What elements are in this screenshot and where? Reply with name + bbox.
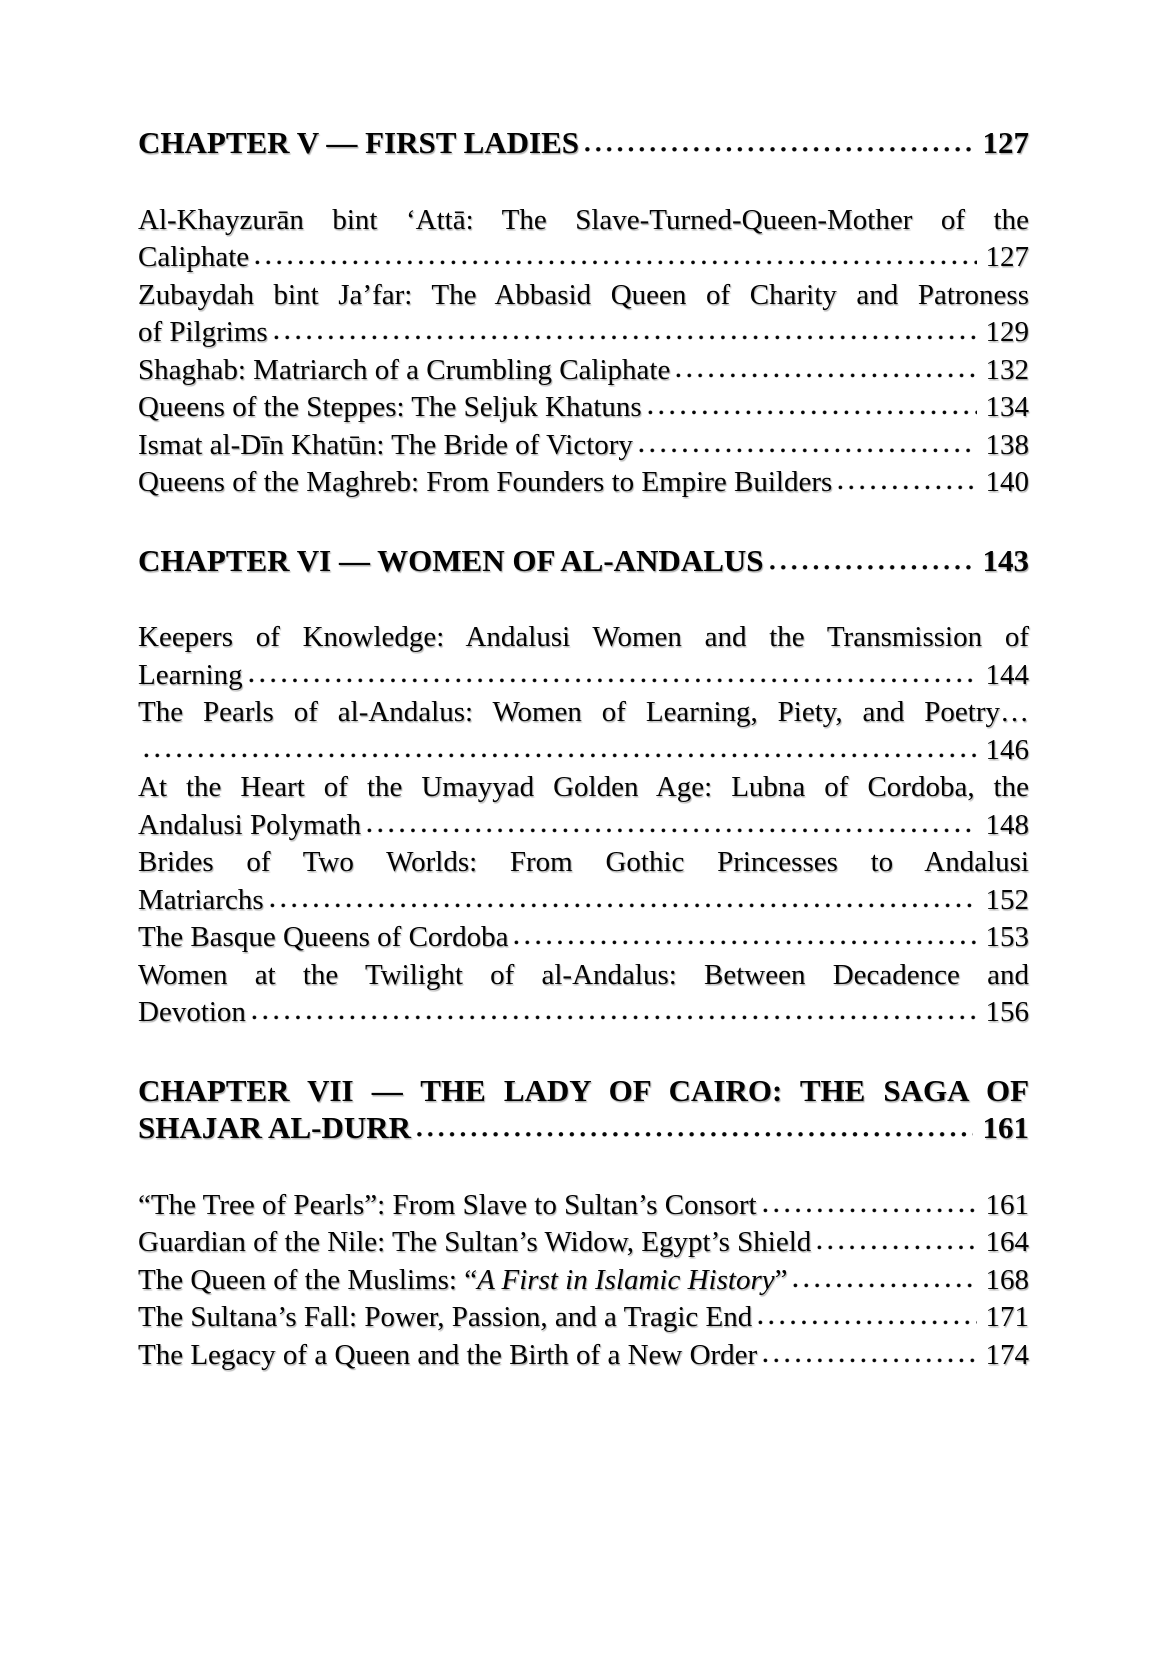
entry-line bbox=[138, 314, 1029, 352]
text-segment: CHAPTER V — FIRST LADIES bbox=[138, 125, 580, 160]
entry-line bbox=[138, 769, 1029, 807]
dot-leader-icon bbox=[246, 677, 977, 684]
dot-leader-icon bbox=[364, 827, 976, 834]
toc-entry bbox=[138, 769, 1029, 844]
line-text bbox=[138, 771, 1029, 803]
line-text bbox=[138, 464, 832, 502]
text-segment: The Legacy of a Queen and the Birth of a New Order bbox=[138, 1338, 758, 1371]
text-segment: Learning bbox=[138, 658, 243, 691]
section-chapter-vii bbox=[138, 1072, 1029, 1375]
line-text bbox=[138, 919, 508, 957]
page-number: 153 bbox=[985, 921, 1029, 953]
dot-leader-icon bbox=[755, 1319, 976, 1326]
heading-line bbox=[138, 542, 1029, 580]
entry-line bbox=[138, 919, 1029, 957]
text-segment: A First in Islamic History bbox=[477, 1263, 775, 1296]
section-chapter-v bbox=[138, 124, 1029, 502]
text-segment: ” bbox=[774, 1263, 788, 1296]
entry-line bbox=[138, 957, 1029, 995]
entry-line bbox=[138, 882, 1029, 920]
dot-leader-icon bbox=[790, 1282, 976, 1289]
text-segment: Matriarchs bbox=[138, 883, 264, 916]
line-text bbox=[138, 1109, 411, 1147]
text-segment: Queens of the Maghreb: From Founders to Empire Builders bbox=[138, 466, 833, 498]
text-segment: The Pearls of al-Andalus: Women of Learning, Piety, and Poetry… bbox=[138, 696, 1029, 728]
text-segment: Caliphate bbox=[138, 241, 250, 273]
entry-list bbox=[138, 202, 1029, 502]
toc-entry bbox=[138, 919, 1029, 957]
section-chapter-vi bbox=[138, 542, 1029, 1032]
dot-leader-icon bbox=[252, 259, 976, 266]
dot-leader-icon bbox=[582, 146, 972, 153]
toc-entry bbox=[138, 619, 1029, 694]
section-heading bbox=[138, 124, 1029, 162]
toc-entry bbox=[138, 202, 1029, 277]
line-text bbox=[138, 427, 633, 465]
entry-line bbox=[138, 277, 1029, 315]
text-segment: of Pilgrims bbox=[138, 316, 268, 348]
text-segment: At the Heart of the Umayyad Golden Age: Lubna of Cordoba, the bbox=[138, 771, 1029, 803]
line-text bbox=[138, 239, 249, 277]
page-number: 161 bbox=[985, 1188, 1029, 1221]
toc-entry bbox=[138, 352, 1029, 390]
entry-line bbox=[138, 657, 1029, 695]
page-number: 161 bbox=[982, 1110, 1029, 1145]
page-number: 134 bbox=[985, 391, 1029, 423]
page-number: 143 bbox=[982, 542, 1029, 578]
heading-line bbox=[138, 1072, 1029, 1110]
toc-entry bbox=[138, 389, 1029, 427]
line-text bbox=[138, 204, 1029, 236]
dot-leader-icon bbox=[760, 1207, 977, 1214]
toc-entry bbox=[138, 694, 1029, 769]
entry-list bbox=[138, 1187, 1029, 1375]
page-number: 152 bbox=[985, 883, 1029, 916]
line-text bbox=[138, 882, 264, 920]
line-text bbox=[138, 352, 670, 390]
text-segment: Queens of the Steppes: The Seljuk Khatuns bbox=[138, 391, 642, 423]
toc-entry bbox=[138, 1337, 1029, 1375]
toc bbox=[138, 124, 1029, 1374]
dot-leader-icon bbox=[271, 334, 977, 341]
page-number: 144 bbox=[985, 658, 1029, 691]
line-text bbox=[138, 846, 1029, 878]
toc-entry bbox=[138, 1299, 1029, 1337]
text-segment: “The Tree of Pearls”: From Slave to Sultan’s Consort bbox=[138, 1188, 757, 1221]
dot-leader-icon bbox=[636, 447, 977, 454]
dot-leader-icon bbox=[267, 902, 977, 909]
entry-line bbox=[138, 1187, 1029, 1225]
dot-leader-icon bbox=[645, 409, 977, 416]
dot-leader-icon bbox=[767, 564, 973, 571]
page-number: 138 bbox=[985, 428, 1029, 461]
page-number: 148 bbox=[985, 808, 1029, 841]
toc-entry bbox=[138, 277, 1029, 352]
page-number: 129 bbox=[985, 316, 1029, 348]
page-number: 132 bbox=[985, 353, 1029, 386]
entry-line bbox=[138, 239, 1029, 277]
line-text bbox=[138, 807, 361, 845]
text-segment: The Basque Queens of Cordoba bbox=[138, 921, 509, 953]
dot-leader-icon bbox=[511, 939, 976, 946]
section-heading bbox=[138, 1072, 1029, 1147]
text-segment: SHAJAR AL-DURR bbox=[138, 1110, 411, 1145]
dot-leader-icon bbox=[835, 484, 976, 491]
text-segment: Keepers of Knowledge: Andalusi Women and the Transmission of bbox=[138, 621, 1029, 653]
page-number: 174 bbox=[985, 1338, 1029, 1371]
toc-entry bbox=[138, 844, 1029, 919]
line-text bbox=[138, 314, 268, 352]
text-segment: Ismat al-Dīn Khatūn: The Bride of Victory bbox=[138, 428, 633, 461]
page-number: 140 bbox=[985, 466, 1029, 498]
entry-line bbox=[138, 389, 1029, 427]
text-segment: Women at the Twilight of al-Andalus: Between Decadence and bbox=[138, 958, 1029, 991]
page-number: 127 bbox=[982, 125, 1029, 160]
text-segment: The Queen of the Muslims: “ bbox=[138, 1263, 478, 1296]
entry-line bbox=[138, 994, 1029, 1032]
text-segment: Guardian of the Nile: The Sultan’s Widow, Egypt’s Shield bbox=[138, 1226, 812, 1258]
toc-entry bbox=[138, 1262, 1029, 1300]
entry-line bbox=[138, 202, 1029, 240]
line-text bbox=[138, 542, 764, 580]
line-text bbox=[138, 389, 642, 427]
entry-line bbox=[138, 694, 1029, 732]
line-text bbox=[138, 1187, 757, 1225]
dot-leader-icon bbox=[141, 752, 977, 759]
toc-entry bbox=[138, 464, 1029, 502]
dot-leader-icon bbox=[673, 372, 976, 379]
line-text bbox=[138, 279, 1029, 311]
line-text bbox=[138, 1299, 752, 1337]
dot-leader-icon bbox=[814, 1244, 976, 1251]
page-number: 156 bbox=[985, 996, 1029, 1028]
toc-entry bbox=[138, 427, 1029, 465]
line-text bbox=[138, 657, 243, 695]
entry-line bbox=[138, 1224, 1029, 1262]
text-segment: Andalusi Polymath bbox=[138, 808, 362, 841]
toc-entry bbox=[138, 957, 1029, 1032]
line-text bbox=[138, 124, 579, 162]
text-segment: CHAPTER VII — THE LADY OF CAIRO: THE SAGA OF bbox=[138, 1072, 1029, 1108]
entry-line bbox=[138, 1262, 1029, 1300]
line-text bbox=[138, 959, 1029, 991]
toc-entry bbox=[138, 1224, 1029, 1262]
entry-line bbox=[138, 807, 1029, 845]
heading-line bbox=[138, 1109, 1029, 1147]
entry-line bbox=[138, 844, 1029, 882]
entry-line bbox=[138, 427, 1029, 465]
line-text bbox=[138, 1073, 1029, 1108]
entry-line bbox=[138, 619, 1029, 657]
entry-line bbox=[138, 464, 1029, 502]
page-number: 127 bbox=[985, 241, 1029, 273]
text-segment: Zubaydah bint Ja’far: The Abbasid Queen of Charity and Patroness bbox=[138, 278, 1029, 311]
text-segment: Devotion bbox=[138, 996, 246, 1028]
line-text bbox=[138, 1337, 757, 1375]
line-text bbox=[138, 696, 1029, 728]
entry-line bbox=[138, 1299, 1029, 1337]
line-text bbox=[138, 1224, 811, 1262]
text-segment: The Sultana’s Fall: Power, Passion, and a Tragic End bbox=[138, 1301, 753, 1333]
entry-line bbox=[138, 732, 1029, 770]
text-segment: Brides of Two Worlds: From Gothic Princesses to Andalusi bbox=[138, 846, 1029, 878]
toc-entry bbox=[138, 1187, 1029, 1225]
page-number: 164 bbox=[985, 1226, 1029, 1258]
text-segment: Al-Khayzurān bint ‘Attā: The Slave-Turned-Queen-Mother of the bbox=[138, 203, 1029, 236]
dot-leader-icon bbox=[414, 1131, 973, 1138]
line-text bbox=[138, 994, 246, 1032]
text-segment: Shaghab: Matriarch of a Crumbling Caliphate bbox=[138, 353, 671, 386]
text-segment: CHAPTER VI — WOMEN OF AL-ANDALUS bbox=[138, 542, 764, 578]
line-text bbox=[138, 621, 1029, 653]
dot-leader-icon bbox=[249, 1014, 977, 1021]
heading-line bbox=[138, 124, 1029, 162]
page-number: 168 bbox=[985, 1263, 1029, 1296]
entry-line bbox=[138, 352, 1029, 390]
page-number: 171 bbox=[985, 1301, 1029, 1333]
section-heading bbox=[138, 542, 1029, 580]
line-text bbox=[138, 1262, 787, 1300]
entry-list bbox=[138, 619, 1029, 1032]
entry-line bbox=[138, 1337, 1029, 1375]
page-number: 146 bbox=[985, 733, 1029, 766]
dot-leader-icon bbox=[760, 1357, 976, 1364]
